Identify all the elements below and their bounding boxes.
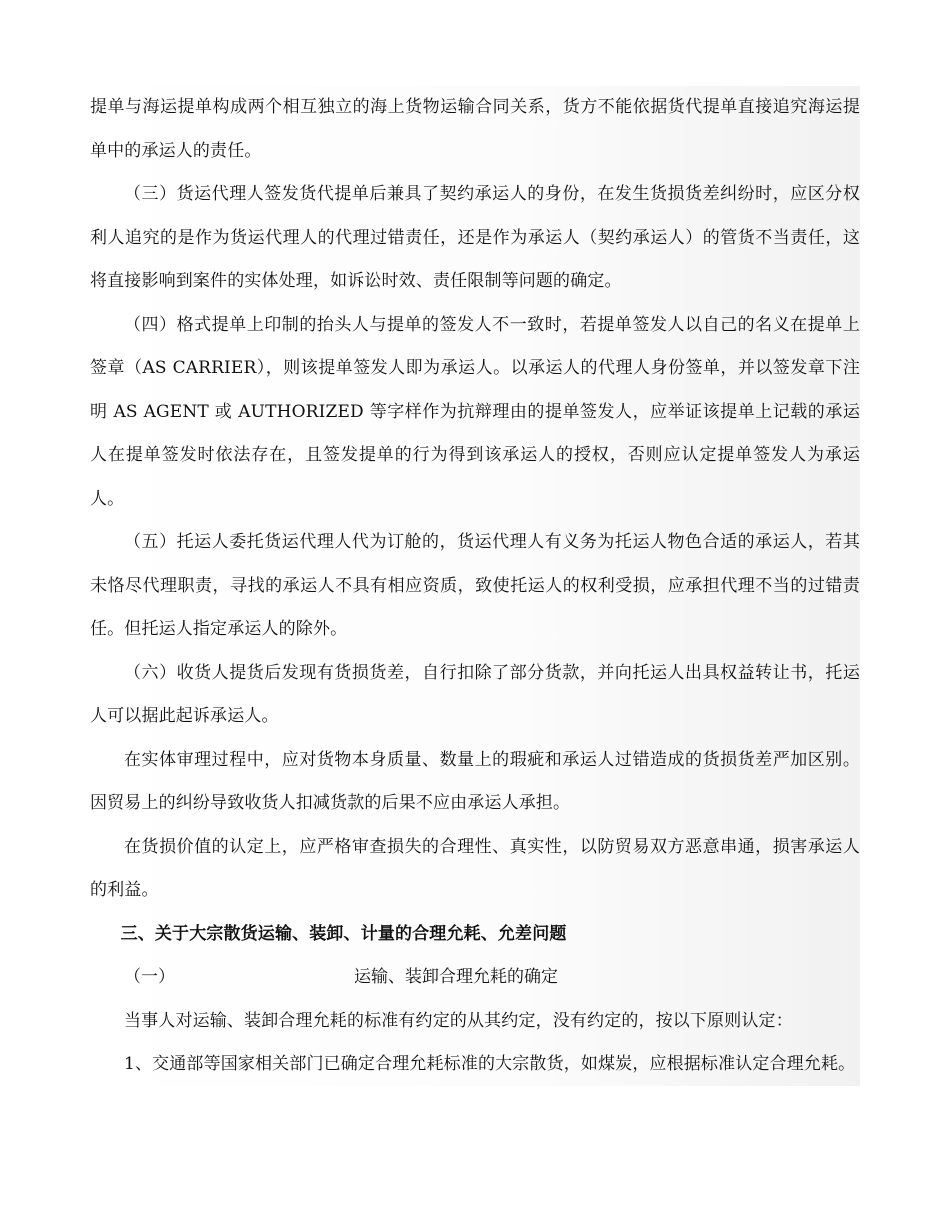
paragraph-rule-1: 1、交通部等国家相关部门已确定合理允耗标准的大宗散货，如煤炭，应根据标准认定合理允耗。 <box>124 1054 856 1074</box>
subsection-number: （一） <box>124 967 175 987</box>
paragraph-continuation: 提单与海运提单构成两个相互独立的海上货物运输合同关系，货方不能依据货代提单直接追究海运提单中的承运人的责任。 <box>90 97 860 161</box>
paragraph-agreement-rule: 当事人对运输、装卸合理允耗的标准有约定的从其约定，没有约定的，按以下原则认定： <box>124 1010 793 1031</box>
paragraph-item-6: （六）收货人提货后发现有货损货差，自行扣除了部分货款，并向托运人出具权益转让书，托运人可以据此起诉承运人。 <box>90 662 860 726</box>
paragraph-substantive-review: 在实体审理过程中，应对货物本身质量、数量上的瑕疵和承运人过错造成的货损货差严加区别。因贸易上的纠纷导致收货人扣减货款的后果不应由承运人承担。 <box>90 749 860 813</box>
paragraph-item-3: （三）货运代理人签发货代提单后兼具了契约承运人的身份，在发生货损货差纠纷时，应区分权利人追究的是作为货运代理人的代理过错责任，还是作为承运人（契约承运人）的管货不当责任，这将直接影响到案件的实体处理，如诉讼时效、责任限制等问题的确定。 <box>90 184 860 291</box>
paragraph-item-5: （五）托运人委托货运代理人代为订舱的，货运代理人有义务为托运人物色合适的承运人，若其未恪尽代理职责，寻找的承运人不具有相应资质，致使托运人的权利受损，应承担代理不当的过错责任。但托运人指定承运人的除外。 <box>90 532 860 639</box>
paragraph-item-4: （四）格式提单上印制的抬头人与提单的签发人不一致时，若提单签发人以自己的名义在提单上签章（AS CARRIER），则该提单签发人即为承运人。以承运人的代理人身份签单，并以签发章下注明 AS AGENT 或 AUTHORIZED 等字样作为抗辩理由的提单签发人，应举证该提单上记载的承运人在提单签发时依法存在，且签发提单的行为得到该承运人的授权，否则应认定提单签发人为承运人。 <box>90 314 860 509</box>
subsection-title: 运输、装卸合理允耗的确定 <box>354 967 558 987</box>
section-heading-3: 三、关于大宗散货运输、装卸、计量的合理允耗、允差问题 <box>120 923 567 944</box>
document-body <box>90 86 860 1087</box>
subsection-heading-1 <box>90 956 860 1000</box>
paragraph-loss-value: 在货损价值的认定上，应严格审查损失的合理性、真实性，以防贸易双方恶意串通，损害承运人的利益。 <box>90 836 860 900</box>
